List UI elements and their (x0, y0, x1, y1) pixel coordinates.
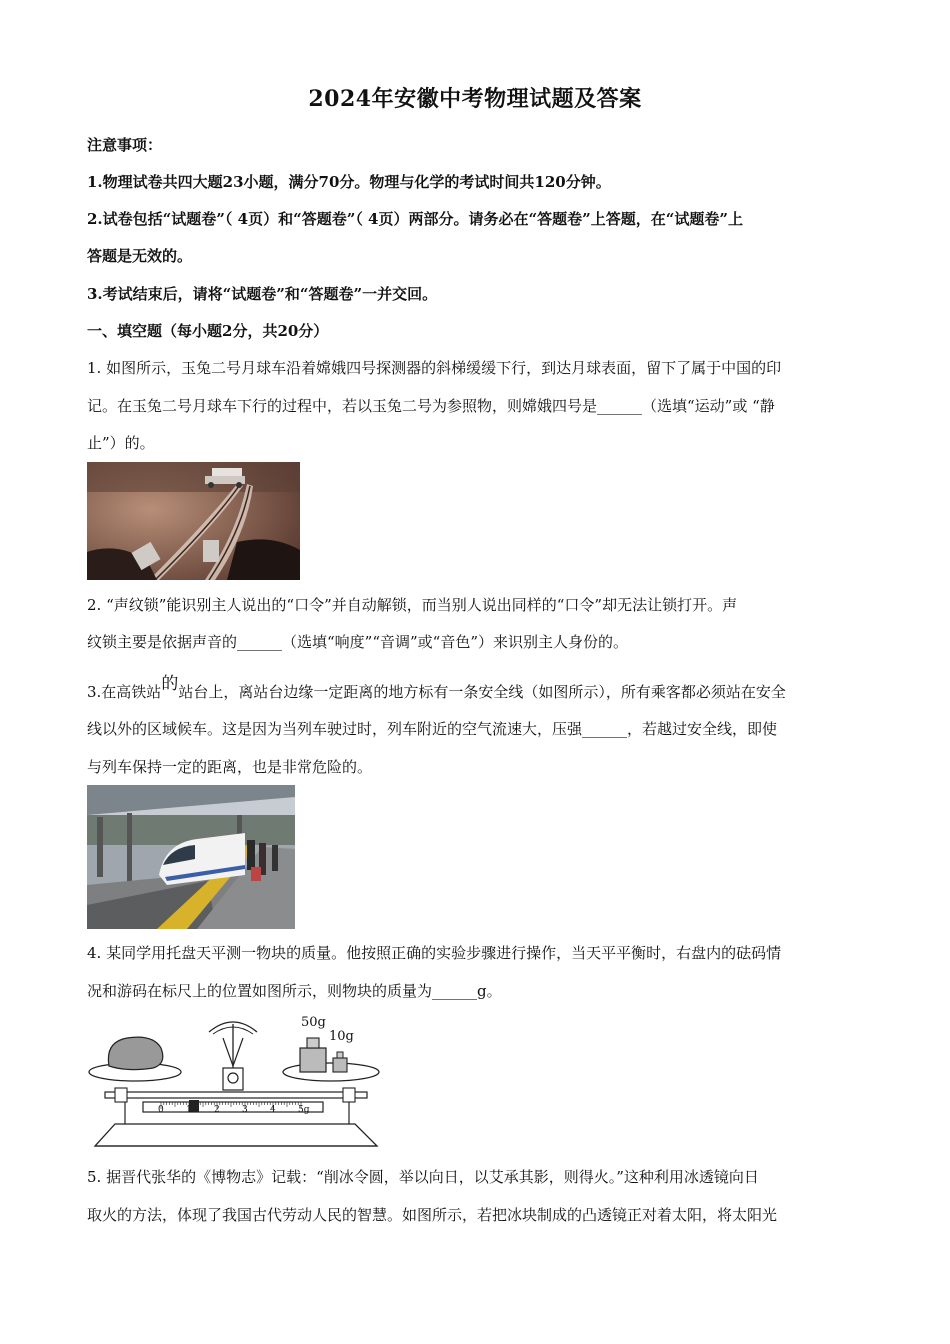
notice-item-1: 1.物理试卷共四大题23小题，满分70分。物理与化学的考试时间共120分钟。 (87, 173, 611, 191)
scale-label: 1 (186, 1105, 192, 1115)
scale-label: 2 (214, 1105, 220, 1115)
balance-scale-diagram (87, 1008, 382, 1153)
high-speed-train-photo (87, 785, 295, 929)
scale-label: 5g (298, 1105, 310, 1115)
q2-line-2: 纹锁主要是依据声音的______（选填“响度”“音调”或“音色”）来识别主人身份的。 (87, 633, 629, 651)
weight-10g-label: 10g (329, 1029, 354, 1044)
pointer-dial (209, 1022, 257, 1068)
lunar-rover-photo (87, 462, 300, 580)
weight-50g (300, 1038, 326, 1072)
scale-label: 4 (270, 1105, 276, 1115)
right-pan (283, 1063, 379, 1081)
q3-line-1 (87, 674, 887, 702)
base (95, 1124, 377, 1146)
notice-item-3: 3.考试结束后，请将“试题卷”和“答题卷”一并交回。 (87, 285, 438, 303)
q2-line-1: 2. “声纹锁”能识别主人说出的“口令”并自动解锁，而当别人说出同样的“口令”却无法让锁打开。声 (87, 596, 738, 614)
q1-line-2: 记。在玉兔二号月球车下行的过程中，若以玉兔二号为参照物，则嫦娥四号是______（选填“运动”或 “静 (87, 397, 775, 415)
notice-item-2-line-1: 2.试卷包括“试题卷”（ 4页）和“答题卷”（ 4页）两部分。请务必在“答题卷”上答题，在“试题卷”上 (87, 210, 744, 228)
q5-line-2: 取火的方法，体现了我国古代劳动人民的智慧。如图所示，若把冰块制成的凸透镜正对着太阳，将太阳光 (87, 1206, 778, 1224)
q3-line-3: 与列车保持一定的距离，也是非常危险的。 (87, 758, 373, 776)
q5-line-1: 5. 据晋代张华的《博物志》记载：“削冰令圆，举以向日，以艾承其影，则得火。”这种利用冰透镜向日 (87, 1168, 759, 1186)
q3-raised-char: 的 (161, 674, 179, 694)
scale-label: 0 (158, 1105, 164, 1115)
beam (105, 1092, 367, 1098)
object-block (108, 1037, 162, 1069)
rider-scale (143, 1102, 323, 1112)
weight-50g-label: 50g (301, 1015, 326, 1030)
weight-10g (333, 1052, 347, 1072)
q4-line-1: 4. 某同学用托盘天平测一物块的质量。他按照正确的实验步骤进行操作，当天平平衡时，右盘内的砝码情 (87, 944, 782, 962)
section-1-heading: 一、填空题（每小题2分，共20分） (87, 322, 329, 340)
page-title: 2024年安徽中考物理试题及答案 (308, 86, 642, 112)
q3-line-1-part-a: 3.在高铁站 (87, 683, 162, 701)
q3-line-1-part-c: 站台上，离站台边缘一定距离的地方标有一条安全线（如图所示），所有乘客都必须站在安全 (178, 683, 786, 701)
q4-line-2: 况和游码在标尺上的位置如图所示，则物块的质量为______g。 (87, 982, 502, 1000)
q3-line-2: 线以外的区域候车。这是因为当列车驶过时，列车附近的空气流速大，压强______，若越过安全线，即使 (87, 720, 778, 738)
scale-label: 3 (242, 1105, 248, 1115)
notice-item-2-line-2: 答题是无效的。 (87, 247, 193, 265)
q1-line-1: 1. 如图所示，玉兔二号月球车沿着嫦娥四号探测器的斜梯缓缓下行，到达月球表面，留下了属于中国的印 (87, 359, 782, 377)
q1-line-3: 止”）的。 (87, 434, 155, 452)
notice-heading: 注意事项： (87, 136, 163, 154)
